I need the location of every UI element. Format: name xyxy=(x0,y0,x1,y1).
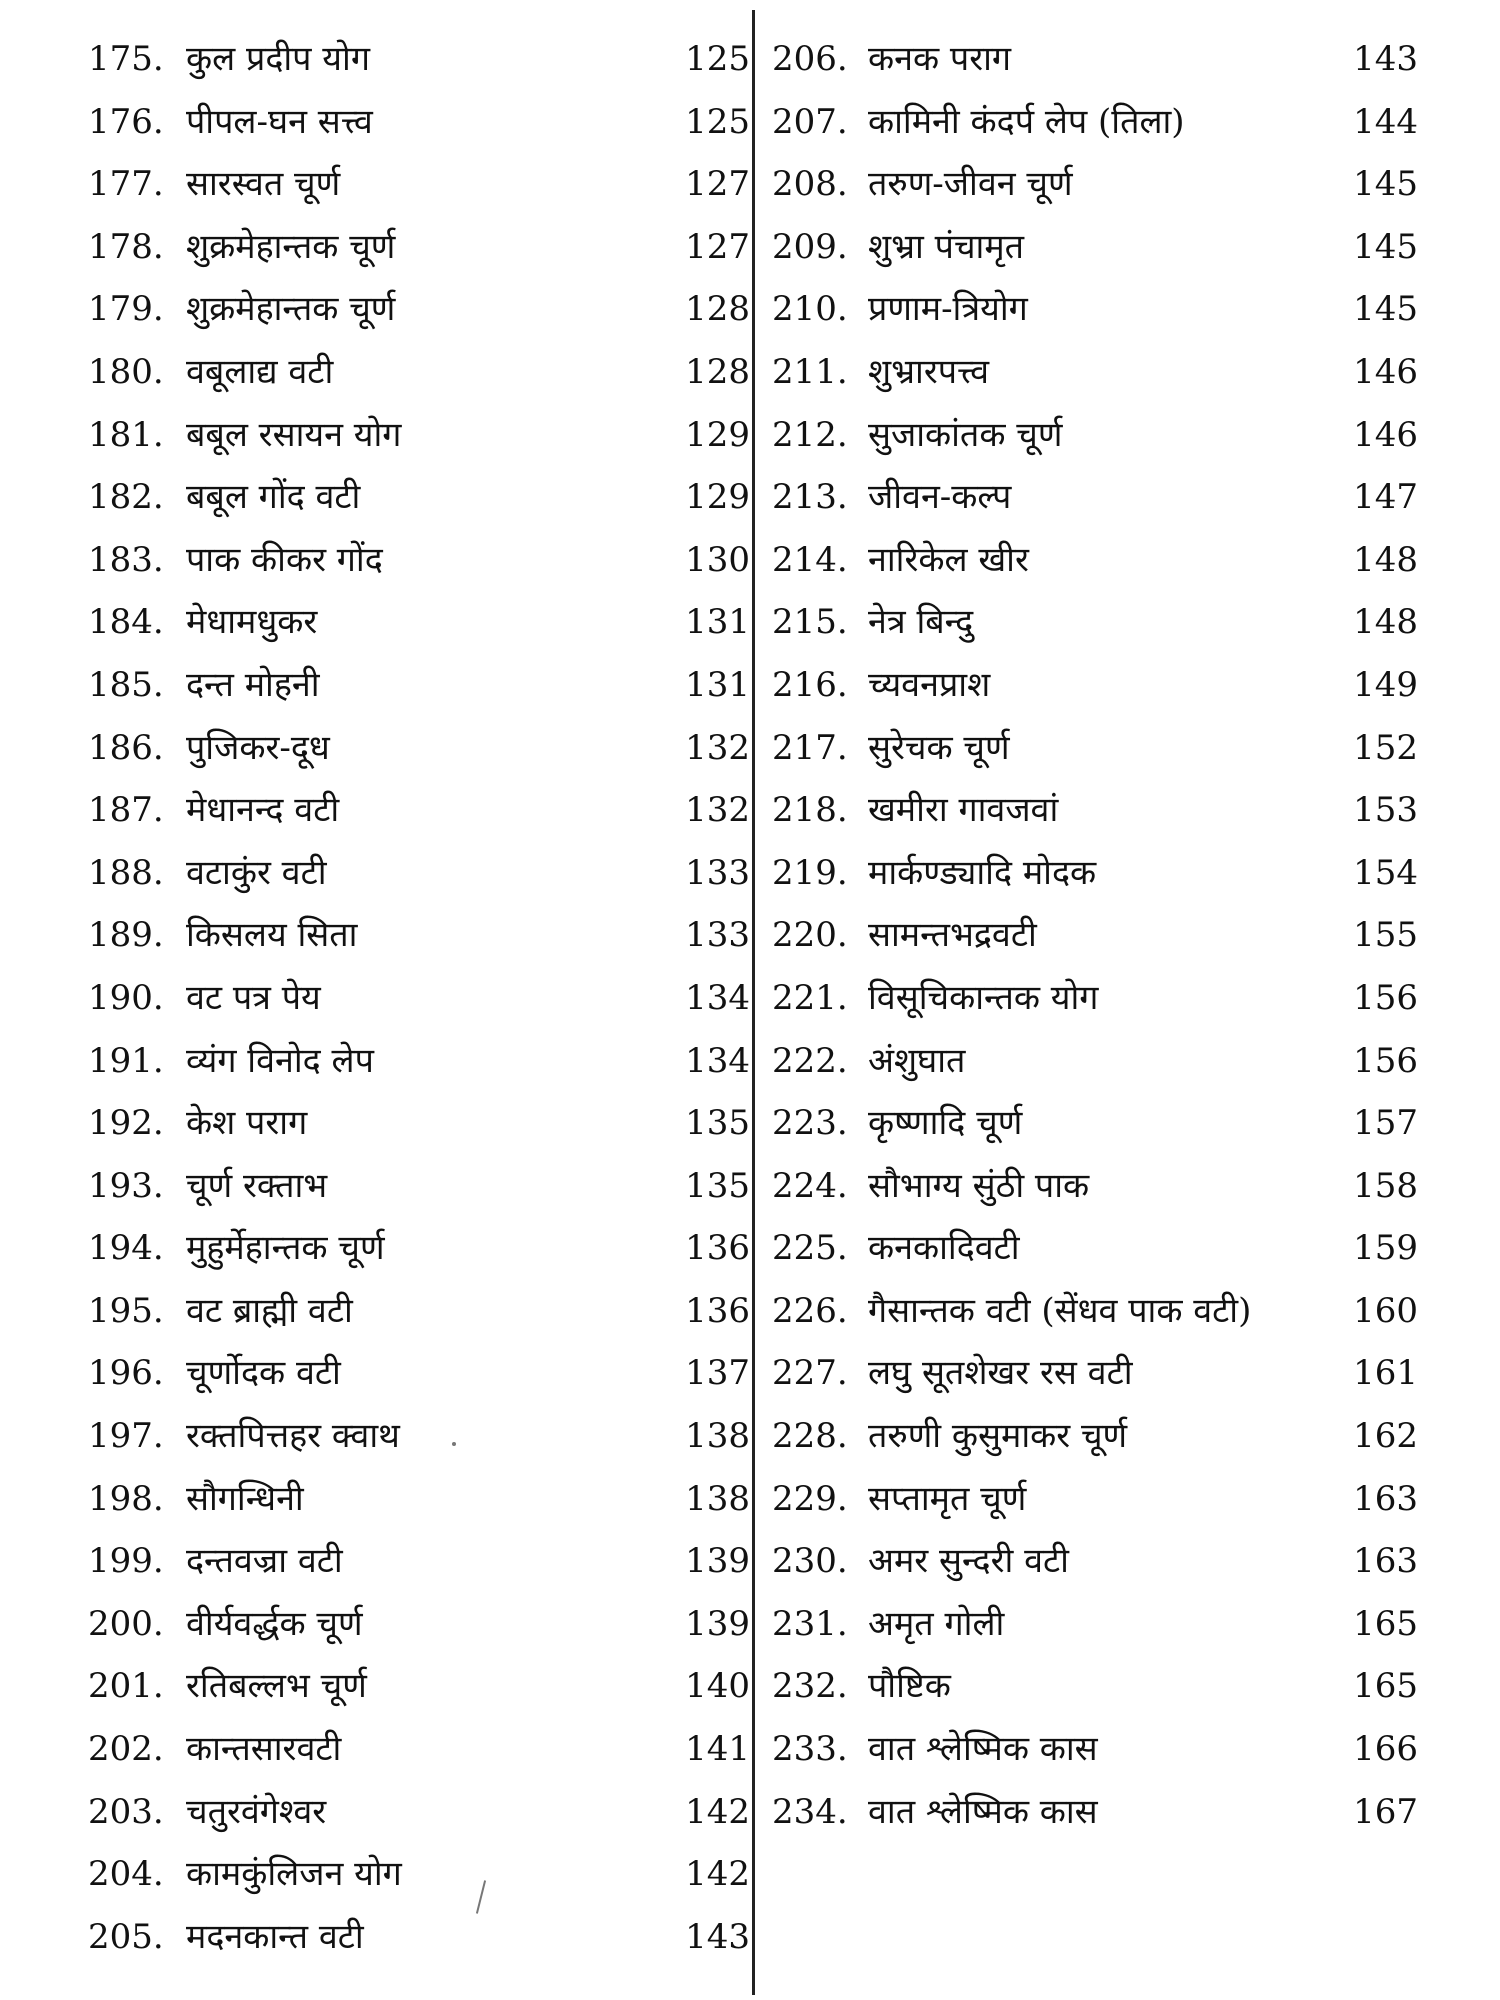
entry-title: सप्तामृत चूर्ण xyxy=(868,1478,1027,1519)
index-entry xyxy=(770,967,1418,1030)
index-entry xyxy=(770,529,1418,592)
entry-number: 182. xyxy=(88,477,164,518)
entry-title: व्यंग विनोद लेप xyxy=(186,1040,374,1081)
entry-number: 232. xyxy=(772,1666,848,1707)
entry-page-number: 165 xyxy=(1353,1666,1418,1707)
entry-title: मेधानन्द वटी xyxy=(186,790,340,831)
index-entry xyxy=(88,1843,750,1906)
entry-page-number: 143 xyxy=(685,1916,750,1957)
index-entry xyxy=(88,1468,750,1531)
index-entry xyxy=(88,842,750,905)
entry-page-number: 134 xyxy=(685,977,750,1018)
entry-page-number: 145 xyxy=(1353,289,1418,330)
index-entry xyxy=(770,1342,1418,1405)
right-index-column xyxy=(770,28,1418,1843)
index-entry xyxy=(770,1468,1418,1531)
entry-page-number: 155 xyxy=(1353,915,1418,956)
entry-page-number: 163 xyxy=(1353,1541,1418,1582)
index-entry xyxy=(88,216,750,279)
entry-number: 223. xyxy=(772,1103,848,1144)
index-entry xyxy=(770,779,1418,842)
entry-page-number: 130 xyxy=(685,539,750,580)
entry-page-number: 156 xyxy=(1353,1040,1418,1081)
index-entry xyxy=(770,404,1418,467)
entry-title: कुल प्रदीप योग xyxy=(186,39,370,79)
index-entry xyxy=(88,91,750,154)
index-entry xyxy=(770,1092,1418,1155)
entry-number: 191. xyxy=(88,1040,164,1081)
column-divider xyxy=(752,10,755,1995)
index-entry xyxy=(770,1781,1418,1844)
index-entry xyxy=(770,153,1418,216)
entry-number: 201. xyxy=(88,1666,164,1707)
entry-title: सुजाकांतक चूर्ण xyxy=(868,414,1063,455)
index-entry xyxy=(770,278,1418,341)
entry-number: 178. xyxy=(88,226,164,267)
entry-number: 196. xyxy=(88,1353,164,1394)
entry-page-number: 132 xyxy=(685,790,750,831)
entry-title: बबूल रसायन योग xyxy=(186,414,402,455)
index-entry xyxy=(88,278,750,341)
index-entry xyxy=(88,1280,750,1343)
entry-title: पाक कीकर गोंद xyxy=(186,539,383,580)
entry-title: तरुणी कुसुमाकर चूर्ण xyxy=(868,1416,1128,1457)
entry-number: 231. xyxy=(772,1603,848,1644)
entry-title: रक्तपित्तहर क्वाथ xyxy=(186,1416,400,1457)
entry-page-number: 131 xyxy=(685,664,750,705)
entry-number: 179. xyxy=(88,289,164,330)
entry-page-number: 128 xyxy=(685,351,750,392)
scan-dot xyxy=(452,1442,456,1446)
entry-number: 176. xyxy=(88,101,164,142)
index-entry xyxy=(88,1342,750,1405)
index-entry xyxy=(770,717,1418,780)
entry-title: मार्कण्ड्यादि मोदक xyxy=(868,852,1097,893)
entry-title: शुभ्रा पंचामृत xyxy=(868,226,1025,267)
entry-title: अमर सुन्दरी वटी xyxy=(868,1541,1069,1582)
entry-number: 185. xyxy=(88,664,164,705)
entry-title: नारिकेल खीर xyxy=(868,539,1029,580)
entry-title: अंशुघात xyxy=(868,1040,966,1081)
entry-title: सामन्तभद्रवटी xyxy=(868,915,1037,956)
entry-title: शुभ्रारपत्त्व xyxy=(868,351,990,392)
entry-page-number: 137 xyxy=(685,1353,750,1394)
entry-page-number: 138 xyxy=(685,1416,750,1457)
entry-title: सारस्वत चूर्ण xyxy=(186,164,341,205)
entry-number: 221. xyxy=(772,977,848,1018)
entry-number: 202. xyxy=(88,1729,164,1770)
entry-page-number: 160 xyxy=(1353,1290,1418,1331)
entry-page-number: 162 xyxy=(1353,1416,1418,1457)
entry-number: 229. xyxy=(772,1478,848,1519)
entry-number: 180. xyxy=(88,351,164,392)
entry-number: 188. xyxy=(88,852,164,893)
index-entry xyxy=(88,1530,750,1593)
left-index-column xyxy=(88,28,750,1968)
entry-title: चतुरवंगेश्वर xyxy=(186,1791,327,1832)
entry-page-number: 139 xyxy=(685,1541,750,1582)
index-entry xyxy=(770,654,1418,717)
index-entry xyxy=(770,1655,1418,1718)
index-entry xyxy=(770,842,1418,905)
index-entry xyxy=(88,404,750,467)
entry-page-number: 139 xyxy=(685,1603,750,1644)
entry-page-number: 144 xyxy=(1353,101,1418,142)
entry-title: पुजिकर-दूध xyxy=(186,727,330,768)
entry-page-number: 159 xyxy=(1353,1228,1418,1269)
entry-page-number: 135 xyxy=(685,1103,750,1144)
entry-number: 230. xyxy=(772,1541,848,1582)
entry-page-number: 138 xyxy=(685,1478,750,1519)
entry-number: 204. xyxy=(88,1854,164,1895)
entry-number: 206. xyxy=(772,39,848,79)
entry-number: 233. xyxy=(772,1729,848,1770)
entry-number: 211. xyxy=(772,351,848,392)
entry-title: किसलय सिता xyxy=(186,915,358,956)
entry-title: वट पत्र पेय xyxy=(186,977,321,1018)
entry-number: 219. xyxy=(772,852,848,893)
index-entry xyxy=(770,1217,1418,1280)
entry-page-number: 146 xyxy=(1353,351,1418,392)
index-entry xyxy=(88,1906,750,1969)
index-entry xyxy=(88,967,750,1030)
entry-number: 189. xyxy=(88,915,164,956)
index-entry xyxy=(88,341,750,404)
entry-title: च्यवनप्राश xyxy=(868,664,991,705)
entry-page-number: 132 xyxy=(685,727,750,768)
entry-title: चूर्णोदक वटी xyxy=(186,1353,341,1394)
entry-number: 214. xyxy=(772,539,848,580)
entry-page-number: 141 xyxy=(685,1729,750,1770)
entry-number: 183. xyxy=(88,539,164,580)
entry-page-number: 145 xyxy=(1353,164,1418,205)
entry-page-number: 142 xyxy=(685,1854,750,1895)
entry-page-number: 127 xyxy=(685,226,750,267)
entry-title: सौगन्धिनी xyxy=(186,1478,304,1519)
index-entry xyxy=(770,28,1418,91)
entry-title: मेधामधुकर xyxy=(186,602,318,643)
entry-title: पौष्टिक xyxy=(868,1666,951,1707)
entry-title: शुक्रमेहान्तक चूर्ण xyxy=(186,289,396,330)
entry-title: दन्तवज्रा वटी xyxy=(186,1541,343,1582)
index-entry xyxy=(770,1718,1418,1781)
entry-title: वट ब्राह्मी वटी xyxy=(186,1290,353,1331)
index-entry xyxy=(770,1530,1418,1593)
entry-number: 198. xyxy=(88,1478,164,1519)
entry-number: 217. xyxy=(772,727,848,768)
entry-title: दन्त मोहनी xyxy=(186,664,320,705)
entry-page-number: 133 xyxy=(685,852,750,893)
entry-title: मदनकान्त वटी xyxy=(186,1916,364,1957)
index-entry xyxy=(770,466,1418,529)
index-entry xyxy=(88,153,750,216)
entry-page-number: 148 xyxy=(1353,602,1418,643)
index-entry xyxy=(88,654,750,717)
entry-title: वटाकुंर वटी xyxy=(186,852,327,893)
entry-title: कृष्णादि चूर्ण xyxy=(868,1103,1023,1144)
entry-page-number: 128 xyxy=(685,289,750,330)
entry-number: 203. xyxy=(88,1791,164,1832)
index-entry xyxy=(770,216,1418,279)
index-entry xyxy=(88,28,750,91)
entry-title: चूर्ण रक्ताभ xyxy=(186,1165,328,1206)
entry-title: कामिनी कंदर्प लेप (तिला) xyxy=(868,101,1185,142)
entry-number: 195. xyxy=(88,1290,164,1331)
entry-number: 225. xyxy=(772,1228,848,1269)
entry-title: सुरेचक चूर्ण xyxy=(868,727,1010,768)
entry-title: बबूल गोंद वटी xyxy=(186,477,361,518)
index-entry xyxy=(88,1217,750,1280)
entry-number: 226. xyxy=(772,1290,848,1331)
entry-number: 194. xyxy=(88,1228,164,1269)
entry-page-number: 140 xyxy=(685,1666,750,1707)
entry-title: वात श्लेष्मिक कास xyxy=(868,1729,1098,1770)
entry-number: 181. xyxy=(88,414,164,455)
entry-page-number: 125 xyxy=(685,39,750,79)
entry-page-number: 166 xyxy=(1353,1729,1418,1770)
entry-page-number: 134 xyxy=(685,1040,750,1081)
entry-page-number: 165 xyxy=(1353,1603,1418,1644)
index-entry xyxy=(88,1030,750,1093)
entry-number: 215. xyxy=(772,602,848,643)
entry-page-number: 157 xyxy=(1353,1103,1418,1144)
entry-number: 199. xyxy=(88,1541,164,1582)
entry-title: कनकादिवटी xyxy=(868,1228,1020,1269)
entry-page-number: 135 xyxy=(685,1165,750,1206)
entry-number: 213. xyxy=(772,477,848,518)
entry-title: प्रणाम-त्रियोग xyxy=(868,289,1028,330)
entry-number: 208. xyxy=(772,164,848,205)
entry-title: वीर्यवर्द्धक चूर्ण xyxy=(186,1603,363,1644)
entry-page-number: 152 xyxy=(1353,727,1418,768)
index-entry xyxy=(770,1030,1418,1093)
entry-page-number: 143 xyxy=(1353,39,1418,79)
entry-number: 184. xyxy=(88,602,164,643)
entry-page-number: 131 xyxy=(685,602,750,643)
entry-title: शुक्रमेहान्तक चूर्ण xyxy=(186,226,396,267)
entry-number: 227. xyxy=(772,1353,848,1394)
entry-title: विसूचिकान्तक योग xyxy=(868,977,1099,1018)
index-entry xyxy=(770,904,1418,967)
index-entry xyxy=(770,341,1418,404)
index-entry xyxy=(88,1718,750,1781)
entry-number: 210. xyxy=(772,289,848,330)
entry-title: मुहुर्मेहान्तक चूर्ण xyxy=(186,1228,385,1269)
index-entry xyxy=(770,91,1418,154)
entry-title: सौभाग्य सुंठी पाक xyxy=(868,1165,1090,1206)
entry-title: नेत्र बिन्दु xyxy=(868,602,974,643)
index-entry xyxy=(88,1593,750,1656)
entry-title: वात श्लेष्मिक कास xyxy=(868,1791,1098,1832)
entry-page-number: 153 xyxy=(1353,790,1418,831)
index-entry xyxy=(88,779,750,842)
entry-number: 177. xyxy=(88,164,164,205)
entry-number: 216. xyxy=(772,664,848,705)
entry-page-number: 158 xyxy=(1353,1165,1418,1206)
index-entry xyxy=(88,1155,750,1218)
entry-title: जीवन-कल्प xyxy=(868,477,1012,518)
entry-title: वबूलाद्य वटी xyxy=(186,351,334,392)
entry-number: 207. xyxy=(772,101,848,142)
entry-page-number: 125 xyxy=(685,101,750,142)
entry-page-number: 129 xyxy=(685,477,750,518)
entry-title: कनक पराग xyxy=(868,39,1012,79)
index-entry xyxy=(88,904,750,967)
entry-page-number: 154 xyxy=(1353,852,1418,893)
index-entry xyxy=(88,529,750,592)
entry-title: अमृत गोली xyxy=(868,1603,1005,1644)
entry-page-number: 136 xyxy=(685,1228,750,1269)
index-entry xyxy=(88,591,750,654)
entry-number: 220. xyxy=(772,915,848,956)
index-entry xyxy=(770,591,1418,654)
index-entry xyxy=(88,717,750,780)
entry-number: 228. xyxy=(772,1416,848,1457)
index-entry xyxy=(88,1781,750,1844)
index-entry xyxy=(88,1092,750,1155)
entry-title: खमीरा गावजवां xyxy=(868,790,1059,831)
entry-page-number: 156 xyxy=(1353,977,1418,1018)
index-entry xyxy=(770,1280,1418,1343)
entry-number: 224. xyxy=(772,1165,848,1206)
entry-title: लघु सूतशेखर रस वटी xyxy=(868,1353,1133,1394)
index-entry xyxy=(88,466,750,529)
entry-title: केश पराग xyxy=(186,1103,308,1144)
entry-page-number: 147 xyxy=(1353,477,1418,518)
entry-page-number: 142 xyxy=(685,1791,750,1832)
entry-title: रतिबल्लभ चूर्ण xyxy=(186,1666,367,1707)
entry-number: 187. xyxy=(88,790,164,831)
entry-number: 192. xyxy=(88,1103,164,1144)
index-entry xyxy=(770,1405,1418,1468)
entry-number: 186. xyxy=(88,727,164,768)
entry-number: 209. xyxy=(772,226,848,267)
entry-number: 190. xyxy=(88,977,164,1018)
entry-number: 200. xyxy=(88,1603,164,1644)
entry-number: 175. xyxy=(88,39,164,79)
entry-page-number: 149 xyxy=(1353,664,1418,705)
entry-page-number: 127 xyxy=(685,164,750,205)
entry-title: गैसान्तक वटी (सेंधव पाक वटी) xyxy=(868,1290,1252,1331)
entry-number: 193. xyxy=(88,1165,164,1206)
entry-page-number: 133 xyxy=(685,915,750,956)
entry-title: पीपल-घन सत्त्व xyxy=(186,101,373,142)
entry-number: 218. xyxy=(772,790,848,831)
entry-number: 212. xyxy=(772,414,848,455)
index-entry xyxy=(88,1405,750,1468)
entry-page-number: 161 xyxy=(1353,1353,1418,1394)
entry-title: कामकुंलिजन योग xyxy=(186,1854,402,1895)
entry-page-number: 145 xyxy=(1353,226,1418,267)
entry-page-number: 136 xyxy=(685,1290,750,1331)
entry-page-number: 148 xyxy=(1353,539,1418,580)
entry-title: तरुण-जीवन चूर्ण xyxy=(868,164,1073,205)
entry-number: 205. xyxy=(88,1916,164,1957)
entry-number: 197. xyxy=(88,1416,164,1457)
entry-number: 234. xyxy=(772,1791,848,1832)
entry-number: 222. xyxy=(772,1040,848,1081)
entry-page-number: 129 xyxy=(685,414,750,455)
entry-page-number: 146 xyxy=(1353,414,1418,455)
entry-page-number: 163 xyxy=(1353,1478,1418,1519)
entry-page-number: 167 xyxy=(1353,1791,1418,1832)
index-entry xyxy=(88,1655,750,1718)
index-entry xyxy=(770,1155,1418,1218)
index-entry xyxy=(770,1593,1418,1656)
entry-title: कान्तसारवटी xyxy=(186,1729,342,1770)
